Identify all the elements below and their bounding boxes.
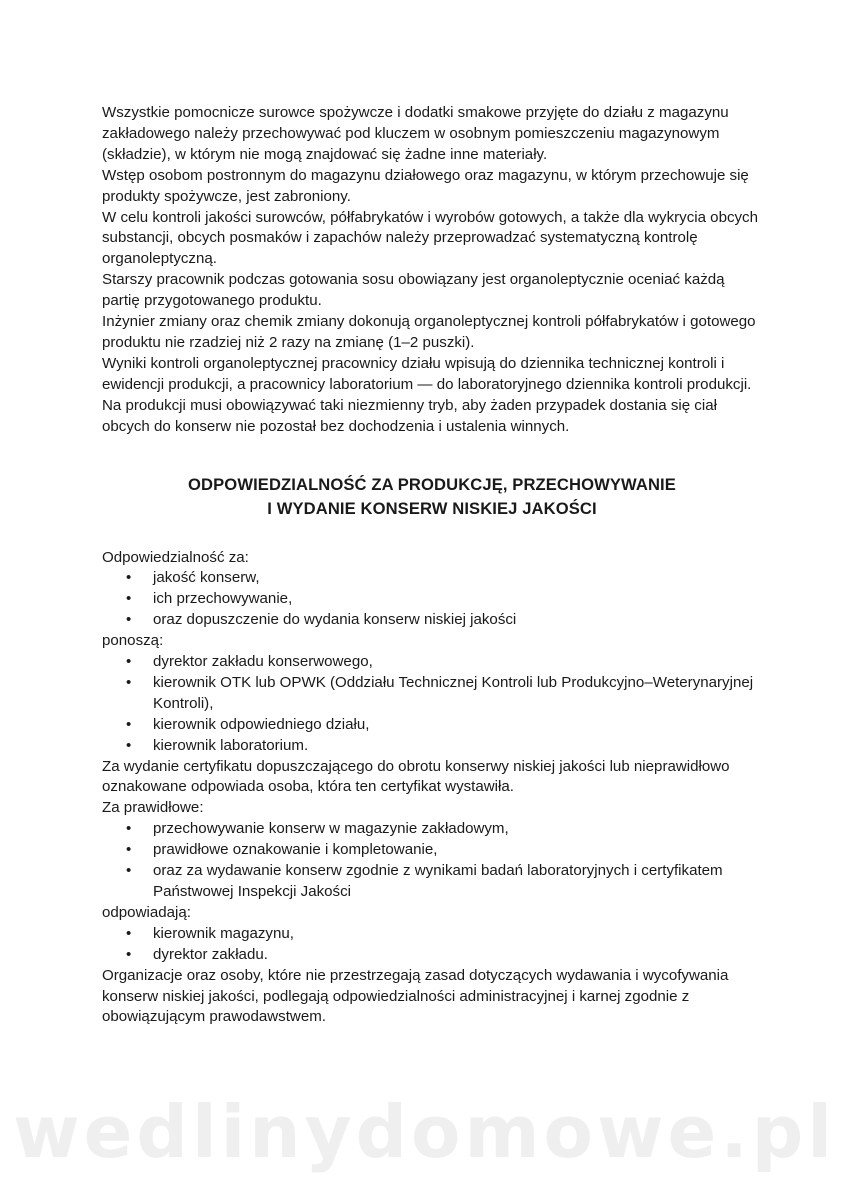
certificate-paragraph: Za wydanie certyfikatu dopuszczającego do obrotu konserwy niskiej jakości lub nieprawidłowo oznakowane odpowiada osoba, która ten certyfikat wystawiła. bbox=[102, 757, 730, 796]
intro-paragraph: Wszystkie pomocnicze surowce spożywcze i dodatki smakowe przyjęte do działu z magazynu zakładowego należy przechowywać pod kluczem w osobnym pomieszczeniu magazynowym (składzie), w którym nie mogą znajdować się żadne inne materiały. bbox=[102, 104, 729, 163]
responsible-persons-list bbox=[102, 652, 762, 757]
section-heading-line-1: ODPOWIEDZIALNOŚĆ ZA PRODUKCJĘ, PRZECHOWYWANIE bbox=[188, 474, 676, 494]
section-heading bbox=[102, 473, 762, 521]
intro-paragraph: Inżynier zmiany oraz chemik zmiany dokonują organoleptycznej kontroli półfabrykatów i gotowego produktu nie rzadziej niż 2 razy na zmianę (1–2 puszki). bbox=[102, 313, 756, 351]
watermark: wedlinydomowe.pl bbox=[13, 1090, 836, 1174]
storage-duties-list bbox=[102, 819, 762, 903]
responsibility-list bbox=[102, 568, 762, 631]
section-body bbox=[102, 548, 762, 1029]
list-item: • oraz za wydawanie konserw zgodnie z wynikami badań laboratoryjnych i certyfikatem Państwowej Inspekcji Jakości bbox=[102, 861, 762, 903]
intro-paragraph: Wyniki kontroli organoleptycznej pracownicy działu wpisują do dziennika technicznej kontroli i ewidencji produkcji, a pracownicy laboratorium — do laboratoryjnego dziennika kontroli produkcji. bbox=[102, 354, 752, 393]
section-heading-line-2: I WYDANIE KONSERW NISKIEJ JAKOŚCI bbox=[267, 498, 597, 518]
list-item: • dyrektor zakładu konserwowego, bbox=[102, 652, 762, 673]
list-item: • kierownik laboratorium. bbox=[102, 736, 762, 757]
responsible-label: odpowiadają: bbox=[102, 903, 191, 921]
list-item: • ich przechowywanie, bbox=[102, 589, 762, 610]
list-item: • prawidłowe oznakowanie i kompletowanie, bbox=[102, 840, 762, 861]
penalty-paragraph: Organizacje oraz osoby, które nie przestrzegają zasad dotyczących wydawania i wycofywania konserw niskiej jakości, podlegają odpowiedzialności administracyjnej i karnej zgodnie z obowiązującym prawodawstwem. bbox=[102, 966, 729, 1026]
list-item: • oraz dopuszczenie do wydania konserw niskiej jakości bbox=[102, 610, 762, 631]
list-item: • kierownik odpowiedniego działu, bbox=[102, 715, 762, 736]
intro-paragraph: Wstęp osobom postronnym do magazynu działowego oraz magazynu, w którym przechowuje się produkty spożywcze, jest zabroniony. bbox=[102, 166, 749, 205]
list-item: • przechowywanie konserw w magazynie zakładowym, bbox=[102, 819, 762, 840]
list-item: • kierownik magazynu, bbox=[102, 924, 762, 945]
list-item: • kierownik OTK lub OPWK (Oddziału Technicznej Kontroli lub Produkcyjno–Weterynaryjnej Kontroli), bbox=[102, 673, 762, 715]
intro-paragraph: Starszy pracownik podczas gotowania sosu obowiązany jest organoleptycznie oceniać każdą partię przygotowanego produktu. bbox=[102, 271, 725, 310]
list-item: • dyrektor zakładu. bbox=[102, 945, 762, 966]
warehouse-responsible-list bbox=[102, 924, 762, 966]
bear-label: ponoszą: bbox=[102, 632, 164, 650]
list-item: • jakość konserw, bbox=[102, 568, 762, 589]
responsibility-intro: Odpowiedzialność za: bbox=[102, 548, 249, 566]
intro-text bbox=[102, 103, 762, 438]
intro-paragraph: Na produkcji musi obowiązywać taki niezmienny tryb, aby żaden przypadek dostania się ciał obcych do konserw nie pozostał bez dochodzenia i ustalenia winnych. bbox=[102, 396, 717, 435]
intro-paragraph: W celu kontroli jakości surowców, półfabrykatów i wyrobów gotowych, a także dla wykrycia obcych substancji, obcych posmaków i zapachów należy przeprowadzać systematyczną kontrolę organoleptyczną. bbox=[102, 208, 759, 268]
document-page bbox=[102, 103, 762, 1028]
correct-label: Za prawidłowe: bbox=[102, 799, 204, 817]
